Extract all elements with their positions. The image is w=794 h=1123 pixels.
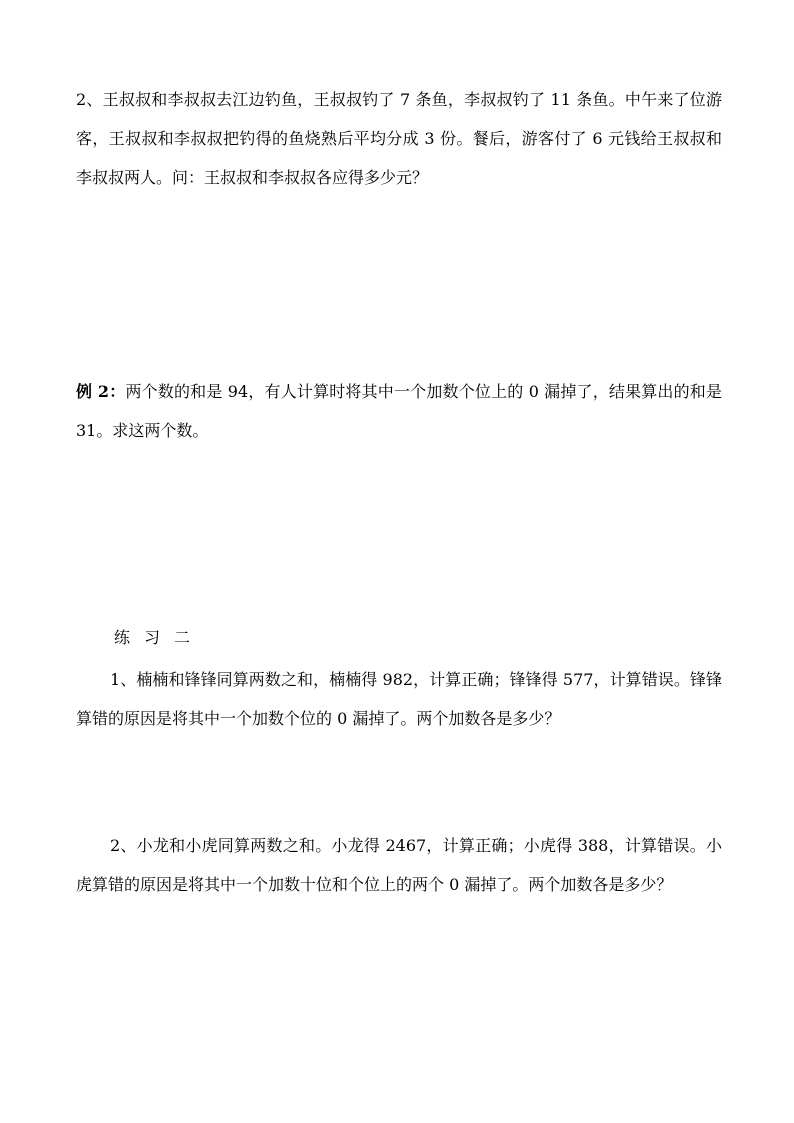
practice-heading: 练习二 — [114, 628, 205, 647]
example-2-text: 两个数的和是 94，有人计算时将其中一个加数个位上的 0 漏掉了，结果算出的和是 31。求这两个数。 — [76, 382, 722, 440]
example-2-label: 例 2： — [76, 382, 126, 401]
practice-item-2: 2、小龙和小虎同算两数之和。小龙得 2467，计算正确；小虎得 388，计算错误。小虎算错的原因是将其中一个加数十位和个位上的两个 0 漏掉了。两个加数各是多少？ — [76, 836, 722, 894]
example-2 — [76, 372, 722, 450]
practice-item-1: 1、楠楠和锋锋同算两数之和，楠楠得 982，计算正确；锋锋得 577，计算错误。锋锋算错的原因是将其中一个加数个位的 0 漏掉了。两个加数各是多少？ — [76, 670, 722, 728]
problem-2-text: 2、王叔叔和李叔叔去江边钓鱼，王叔叔钓了 7 条鱼，李叔叔钓了 11 条鱼。中午来了位游客，王叔叔和李叔叔把钓得的鱼烧熟后平均分成 3 份。餐后，游客付了 6 元钱给王叔叔和李叔叔两人。问：王叔叔和李叔叔各应得多少元？ — [76, 90, 722, 187]
